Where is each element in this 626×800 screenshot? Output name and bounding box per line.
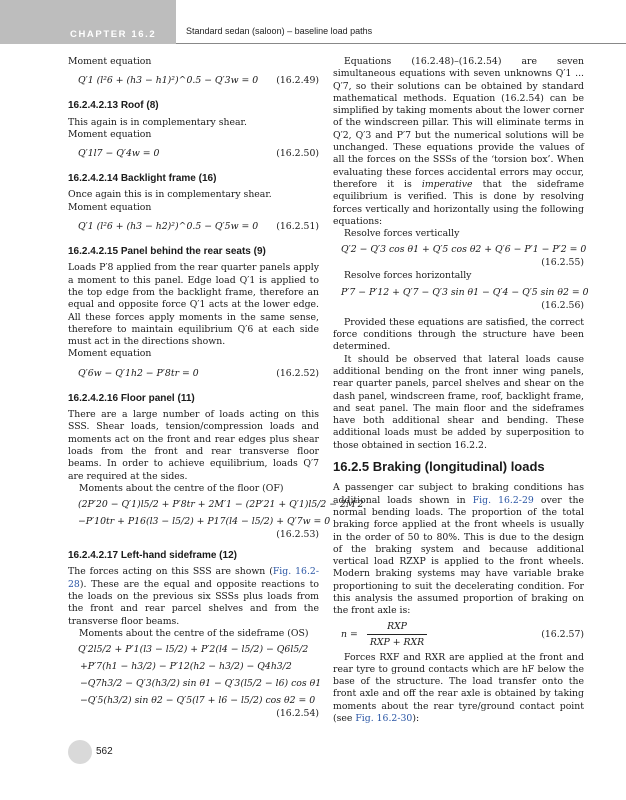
header-rule [176, 43, 626, 44]
figure-link[interactable]: Fig. 16.2-28 [68, 566, 319, 590]
section-heading-backlight-frame: 16.2.4.2.14 Backlight frame (16) [68, 173, 217, 185]
label-resolve-vertical: Resolve forces vertically [344, 228, 460, 240]
paragraph: Provided these equations are satisfied, the correct force conditions through the structure have been determined. [333, 316, 584, 353]
figure-link[interactable]: Fig. 16.2-29 [472, 494, 534, 506]
page-number-badge [68, 740, 92, 764]
equation-16-2-57: n = RXP RXP + RXR (16.2.57) [341, 620, 584, 648]
section-heading-braking-loads: 16.2.5 Braking (longitudinal) loads [333, 459, 545, 475]
label-moment-equation: Moment equation [68, 56, 152, 67]
paragraph: The forces acting on this SSS are shown (Fig. 16.2-28). These are the equal and opposite reactions to the loads on the previous six SSSs plus loads from the front and rear parcel shelves and from the transverse floor beams. [68, 566, 319, 627]
paragraph: A passenger car subject to braking conditions has additional loads shown in Fig. 16.2-29 over the normal bending loads. The proportion of the total braking force applied at the front wheels is usually in the order of 50 to 80%. This is due to the design of the braking system and because additional vertical load RZXP is applied to the front wheels. Modern braking systems may have variable brake proportioning to suit the decelerating condition. For this analysis the assumed proportion of braking on the front axle is: [333, 482, 584, 617]
equation-16-2-55: Q′2 − Q′3 cos θ1 + Q′5 cos θ2 + Q′6 − P′1 − P′2 = 0 [341, 244, 587, 256]
equation-16-2-49: Q′1 (l²6 + (h3 − h1)²)^0.5 − Q′3w = 0 (16.2.49) [78, 75, 319, 87]
equation-16-2-52: Q′6w − Q′1h2 − P′8tr = 0 (16.2.52) [78, 367, 319, 379]
paragraph: There are a large number of loads acting on this SSS. Shear loads, tension/compression loads and moments act on the front and rear edges plus shear loads from the front and rear transverse floor beams. In order to achieve equilibrium, loads Q′7 are required at the sides. [68, 409, 319, 482]
chapter-label: CHAPTER 16.2 [70, 29, 157, 40]
left-column [68, 56, 364, 721]
equation-number: (16.2.55) [541, 257, 584, 269]
equation-16-2-53-line2: −P′10tr + P16(l3 − l5/2) + P17(l4 − l5/2) + Q′7w = 0 [78, 516, 331, 528]
equation-16-2-54-line2: +P′7(h1 − h3/2) − P′12(h2 − h3/2) − Q4h3/2 [80, 661, 292, 673]
label-resolve-horizontal: Resolve forces horizontally [344, 270, 472, 282]
equation-number: (16.2.53) [276, 529, 319, 541]
paragraph: This again is in complementary shear. [68, 116, 247, 128]
equation-16-2-54-line1: Q′2l5/2 + P′1(l3 − l5/2) + P′2(l4 − l5/2) − Q6l5/2 [78, 644, 309, 656]
equation-16-2-54-line4: −Q′5(h3/2) sin θ2 − Q′5(l7 + l6 − l5/2) cos θ2 = 0 [80, 695, 316, 707]
label-moment-equation: Moment equation [68, 201, 152, 213]
paragraph: Moments about the centre of the sideframe (OS) [79, 627, 309, 639]
chapter-tab [0, 0, 176, 44]
section-heading-floor-panel: 16.2.4.2.16 Floor panel (11) [68, 392, 195, 404]
page-number: 562 [96, 746, 113, 757]
paragraph: Forces RXF and RXR are applied at the front and rear tyre to ground contacts which are hF below the base of the structure. The load transfer onto the front axle and off the rear axle is obtained by taking moments about the rear tyre/ground contact point (see Fig. 16.2-30): [333, 651, 584, 725]
section-heading-panel-behind-seats: 16.2.4.2.15 Panel behind the rear seats (9) [68, 246, 266, 258]
equation-number: (16.2.56) [541, 299, 584, 311]
equation-16-2-54-line3: −Q7h3/2 − Q′3(h3/2) sin θ1 − Q′3(l5/2 − l6) cos θ1 [80, 678, 322, 690]
paragraph: Once again this is in complementary shear. [68, 189, 272, 201]
label-moment-equation: Moment equation [68, 128, 152, 140]
section-heading-roof: 16.2.4.2.13 Roof (8) [68, 100, 159, 112]
equation-16-2-50: Q′1l7 − Q′4w = 0 (16.2.50) [78, 148, 319, 160]
equation-number: (16.2.54) [276, 708, 319, 720]
equation-16-2-51: Q′1 (l²6 + (h3 − h2)²)^0.5 − Q′5w = 0 (16.2.51) [78, 221, 319, 233]
equation-16-2-56: P′7 − P′12 + Q′7 − Q′3 sin θ1 − Q′4 − Q′5 sin θ2 = 0 [341, 286, 589, 298]
paragraph: Equations (16.2.48)–(16.2.54) are seven simultaneous equations with seven unknowns Q′1 ... Q′7, so their solutions can be obtained by standard mathematical methods. Equation (16.2.54) can be simplified by taking moments about the lower corner of the windscreen pillar. This will eliminate terms in Q′2, Q′3 and P′7 but the numerical solutions will be unchanged. These equations provide the values of all the forces on the SSSs of the ‘torsion box’. When evaluating these forces accidental errors may occur, therefore it is imperative that the sideframe equilibrium is verified. This is done by resolving forces vertically and horizontally using the following equations: [333, 56, 584, 227]
right-column [333, 56, 589, 725]
page-header [0, 0, 626, 44]
paragraph: Loads P′8 applied from the rear quarter panels apply a moment to this panel. Edge load Q′1 is applied to the top edge from the backlight frame, therefore an equal and opposite force Q′1 acts at the lower edge. All these forces apply moments in the same sense, therefore to maintain equilibrium Q′6 at each side must act in the directions shown. [68, 262, 319, 348]
label-moment-equation: Moment equation [68, 348, 152, 360]
figure-link[interactable]: Fig. 16.2-30 [355, 713, 413, 725]
equation-16-2-53-line1: (2P′20 − Q′1)l5/2 + P′8tr + 2M′1 − (2P′21 + Q′1)l5/2 − 2M′2 [78, 499, 364, 511]
section-heading-left-sideframe: 16.2.4.2.17 Left-hand sideframe (12) [68, 550, 237, 562]
paragraph: Moments about the centre of the floor (OF) [79, 482, 284, 494]
paragraph: It should be observed that lateral loads cause additional bending on the front inner wing panels, rear quarter panels, parcel shelves and shear on the dash panel, windscreen frame, roof, backlight frame, and seat panel. The main floor and the sideframes have both additional shear and bending. These additional loads must be added by superposition to those obtained in section 16.2.2. [333, 353, 584, 451]
running-title: Standard sedan (saloon) – baseline load paths [186, 26, 373, 36]
